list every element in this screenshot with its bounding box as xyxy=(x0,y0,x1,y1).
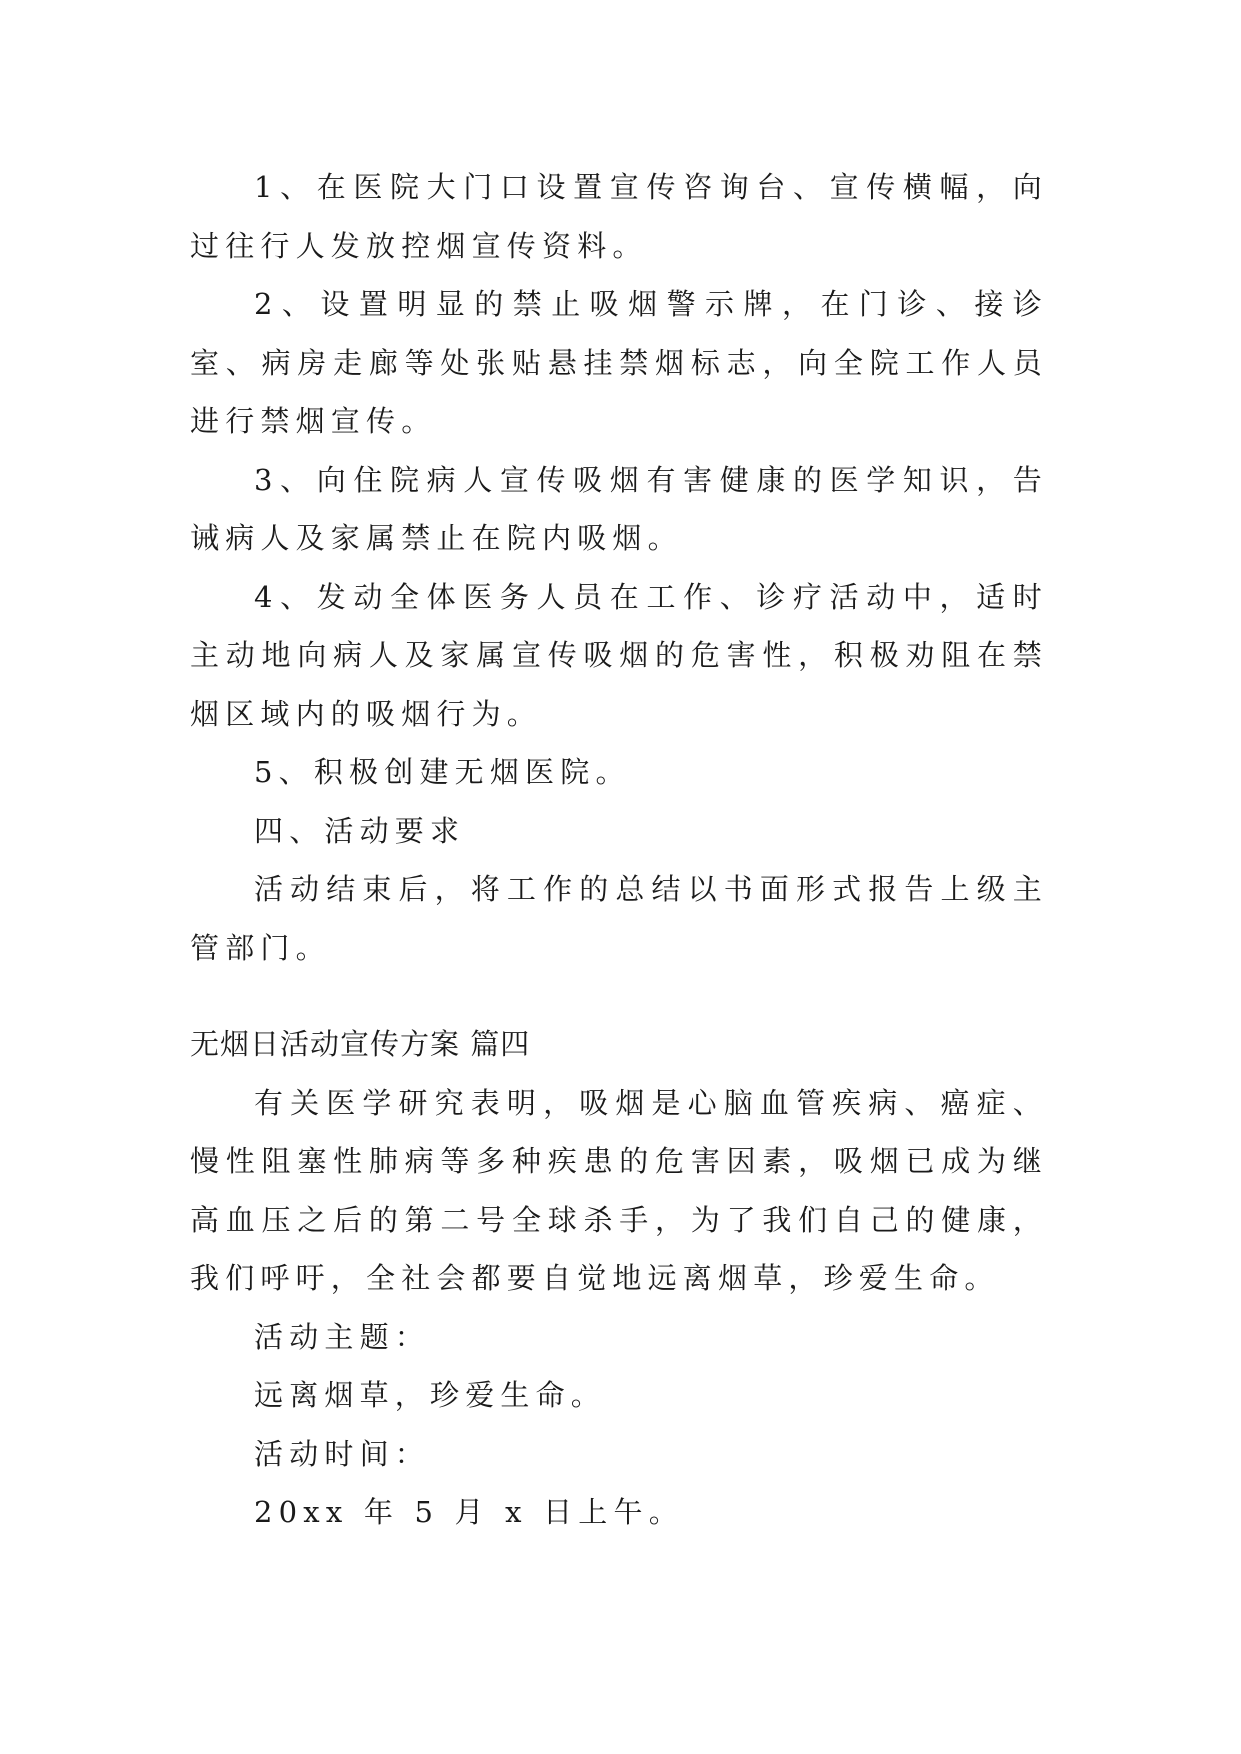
value-theme: 远离烟草，珍爱生命。 xyxy=(254,1378,607,1412)
paragraph-item-1: 1、在医院大门口设置宣传咨询台、宣传横幅，向过往行人发放控烟宣传资料。 xyxy=(190,170,1048,263)
paragraph-item-2: 2、设置明显的禁止吸烟警示牌，在门诊、接诊室、病房走廊等处张贴悬挂禁烟标志，向全院工作人员进行禁烟宣传。 xyxy=(190,287,1048,438)
label-time: 活动时间： xyxy=(254,1436,431,1471)
label-theme: 活动主题： xyxy=(254,1319,431,1354)
paragraph-item-4: 4、发动全体医务人员在工作、诊疗活动中，适时主动地向病人及家属宣传吸烟的危害性，积极劝阻在禁烟区域内的吸烟行为。 xyxy=(190,579,1048,731)
value-time: 20xx 年 5 月 x 日上午。 xyxy=(254,1495,684,1529)
section-four xyxy=(190,1015,1048,1542)
paragraph-intro: 有关医学研究表明，吸烟是心脑血管疾病、癌症、慢性阻塞性肺病等多种疾患的危害因素，吸烟已成为继高血压之后的第二号全球杀手，为了我们自己的健康，我们呼吁，全社会都要自觉地远离烟草，珍爱生命。 xyxy=(190,1085,1048,1295)
section-title: 无烟日活动宣传方案 篇四 xyxy=(190,1027,531,1061)
document-body xyxy=(190,158,1048,1542)
section-heading-requirements: 四、活动要求 xyxy=(254,813,466,848)
paragraph-requirements: 活动结束后，将工作的总结以书面形式报告上级主管部门。 xyxy=(190,872,1048,965)
paragraph-item-5: 5、积极创建无烟医院。 xyxy=(254,755,631,789)
paragraph-item-3: 3、向住院病人宣传吸烟有害健康的医学知识，告诫病人及家属禁止在院内吸烟。 xyxy=(190,462,1048,555)
